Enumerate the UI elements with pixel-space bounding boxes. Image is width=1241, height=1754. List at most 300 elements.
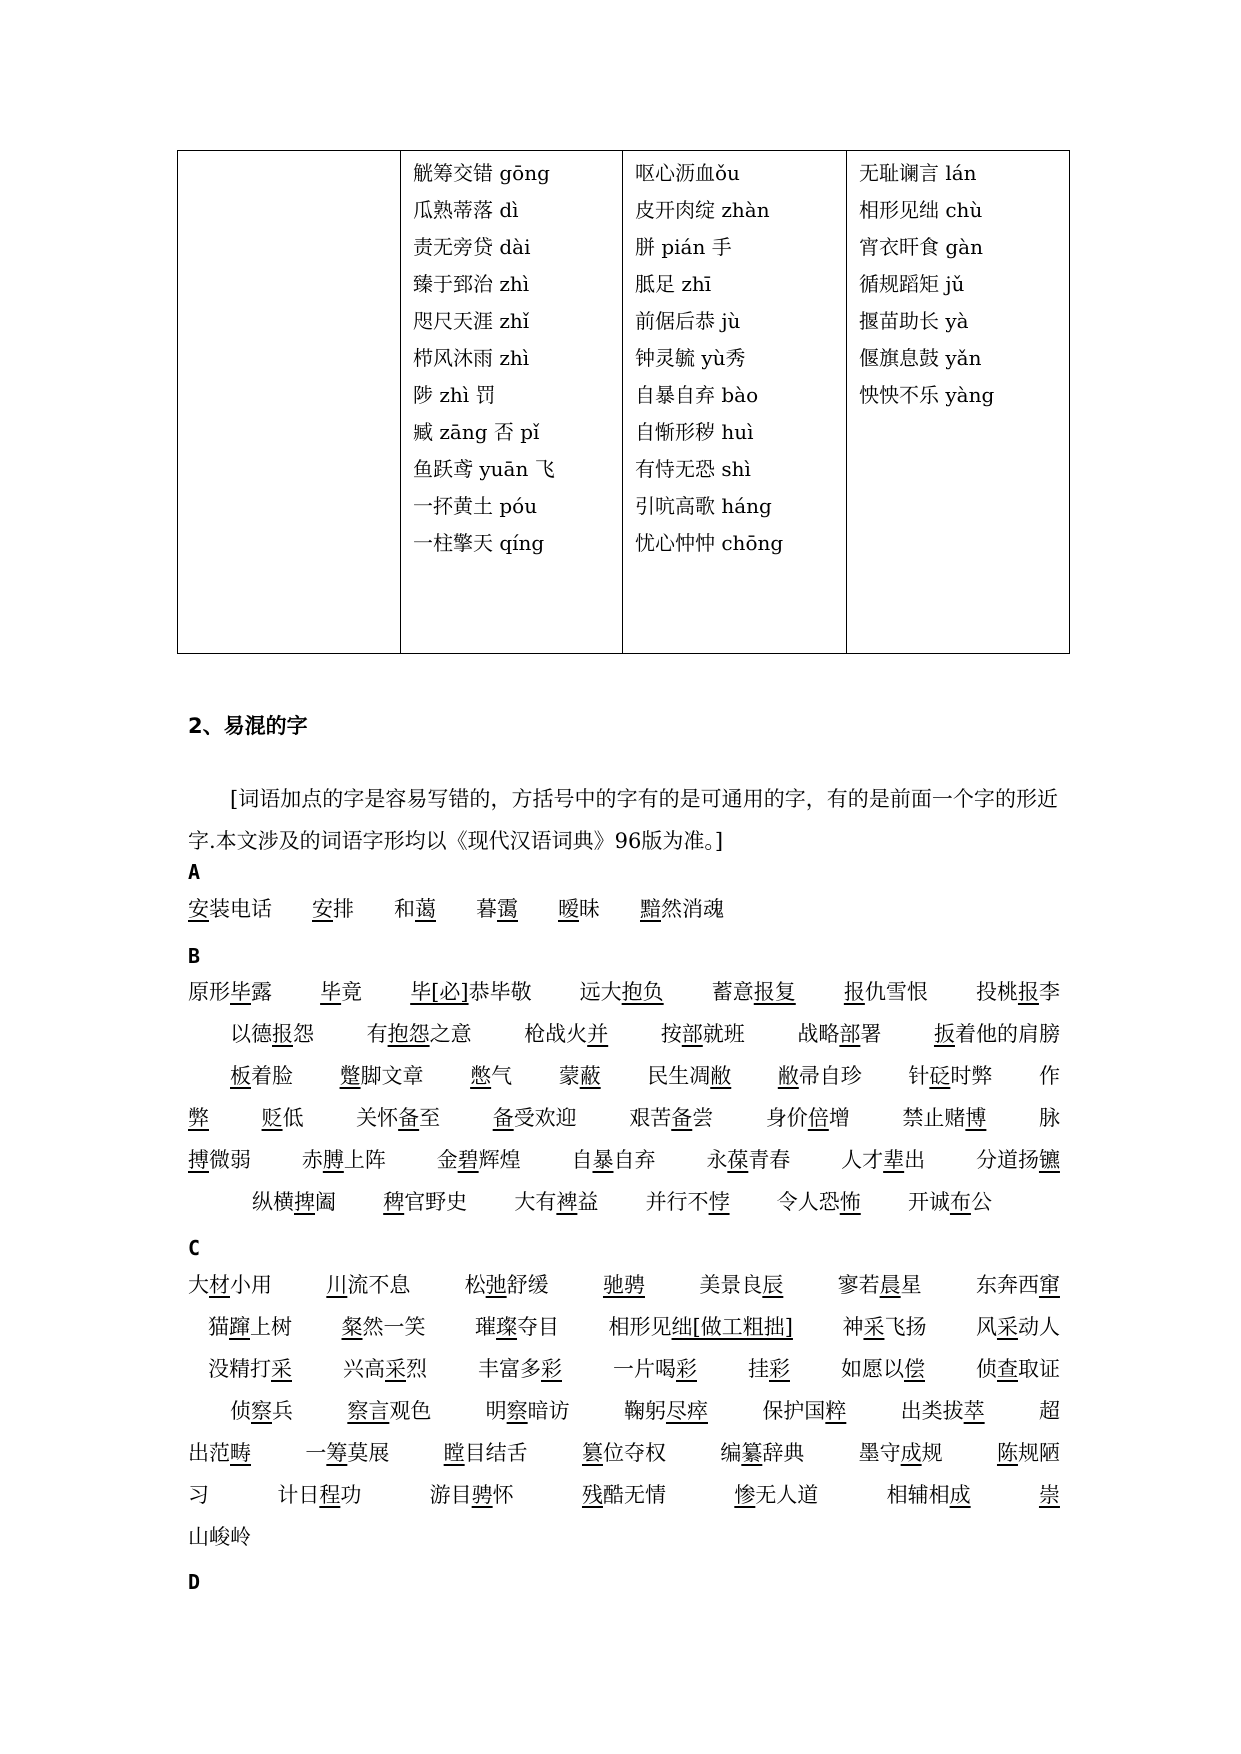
word-part: 昧 [579,897,600,921]
underlined-character: 部 [681,1022,703,1046]
group-letter-d: D [188,1570,201,1594]
word-part: 战略 [797,1022,840,1046]
underlined-character: 黯 [640,897,661,921]
word-entry [1039,1104,1060,1132]
underlined-character: 并 [587,1022,609,1046]
word-part: 青春 [748,1148,791,1172]
underlined-character: 敝 [777,1064,799,1088]
word-part: 上树 [250,1315,292,1339]
word-entry [1039,1481,1060,1509]
word-part: 位夺权 [602,1441,666,1465]
word-part: 增 [828,1106,850,1130]
group-letter-c: C [188,1236,201,1260]
word-part: 星 [900,1273,922,1297]
section-heading: 2、易混的字 [188,714,308,738]
group-letter-a: A [188,860,201,884]
word-part: 身价 [765,1106,808,1130]
underlined-character: 镳 [1038,1148,1060,1172]
word-entry [901,1397,985,1425]
word-row [230,1062,1060,1090]
word-entry [976,1146,1060,1174]
word-row [188,1481,1060,1509]
word-part: 出 [904,1148,926,1172]
word-part: 上阵 [343,1148,386,1172]
word-part: 功 [340,1483,362,1507]
word-entry [582,1439,666,1467]
word-part: 舒缓 [506,1273,549,1297]
table-entry: 循规蹈矩 jǔ [859,272,965,296]
underlined-character: 成 [900,1441,922,1465]
word-entry [465,1271,549,1299]
underlined-character: 蔼 [415,897,436,921]
word-entry [514,1188,598,1216]
table-entry: 忧心忡忡 chōng [635,531,784,555]
word-row [188,978,1060,1006]
underlined-character: 毕 [230,980,251,1004]
table-entry: 一抔黄土 póu [413,494,538,518]
underlined-character: 暧 [558,897,579,921]
underlined-character: 驰骋 [602,1273,645,1297]
word-part: 李 [1038,980,1060,1004]
underlined-character: 晨 [879,1273,901,1297]
word-part: 莫展 [347,1441,390,1465]
table-entry: 胼 pián 手 [635,235,732,259]
underlined-character: 窜 [1038,1273,1060,1297]
word-entry [252,1188,336,1216]
underlined-character: 偿 [904,1357,925,1381]
word-part: 明 [485,1399,507,1423]
word-part: 枪战火 [524,1022,588,1046]
word-part: 然一笑 [362,1315,426,1339]
underlined-character: 采 [385,1357,406,1381]
word-entry [902,1104,986,1132]
word-part: 低 [282,1106,304,1130]
word-entry [1039,1397,1060,1425]
word-part: 山峻岭 [188,1525,251,1549]
word-part: 计日 [277,1483,320,1507]
word-entry [976,1355,1060,1383]
word-entry [342,1313,426,1341]
word-entry [777,1188,861,1216]
word-entry [475,1313,559,1341]
word-part: 以德 [230,1022,272,1046]
word-part: 猫 [208,1315,229,1339]
underlined-character: 篡 [581,1441,603,1465]
word-entry [188,1523,251,1551]
underlined-character: 备 [398,1106,420,1130]
word-part: 按 [660,1022,682,1046]
table-cell-column-3 [847,151,1071,653]
underlined-character: 彩 [769,1357,790,1381]
word-entry [188,978,272,1006]
underlined-character: 萃 [963,1399,985,1423]
word-part: 微弱 [209,1148,251,1172]
word-entry [208,1355,292,1383]
underlined-character: 察言 [347,1399,390,1423]
word-entry [706,1146,790,1174]
table-entry: 皮开肉绽 zhàn [635,198,770,222]
underlined-character: 敝 [710,1064,732,1088]
underlined-character: 川 [326,1273,348,1297]
underlined-character: 安 [188,897,209,921]
word-part: 动人 [1017,1315,1060,1339]
underlined-character: 璨 [496,1315,518,1339]
word-part: 怀 [492,1483,514,1507]
underlined-character: 纂 [741,1441,763,1465]
word-part: 官野史 [404,1190,468,1214]
underlined-character: 陈 [996,1441,1018,1465]
word-entry [976,978,1060,1006]
underlined-character: 辈 [883,1148,905,1172]
word-part: 赤 [301,1148,323,1172]
underlined-character: 畴 [230,1441,251,1465]
underlined-character: 霭 [497,897,518,921]
underlined-character: 骋 [471,1483,493,1507]
word-entry [844,978,928,1006]
word-part: 着脸 [251,1064,293,1088]
word-part: 游目 [429,1483,472,1507]
word-part: 流不息 [347,1273,411,1297]
word-part: 鞠躬 [623,1399,666,1423]
word-part: 金 [436,1148,458,1172]
word-entry [326,1271,410,1299]
underlined-character: 彩 [676,1357,697,1381]
word-part: 自 [571,1148,593,1172]
underlined-character: 抱负 [621,980,664,1004]
table-entry: 无耻谰言 lán [859,161,977,185]
underlined-character: 博 [965,1106,987,1130]
table-entry: 陟 zhì 罚 [413,383,496,407]
word-entry [629,1104,713,1132]
word-entry [841,1146,925,1174]
word-row [230,1020,1060,1048]
word-part: 民生凋 [647,1064,711,1088]
word-entry [613,1355,697,1383]
word-entry [340,1062,424,1090]
word-entry [320,978,362,1006]
word-part: 艰苦 [629,1106,672,1130]
underlined-character: 成 [949,1483,971,1507]
word-entry [493,1104,577,1132]
word-entry [661,1020,745,1048]
word-entry [766,1104,850,1132]
underlined-character: 采 [271,1357,292,1381]
word-entry [394,895,436,923]
word-entry [470,1062,512,1090]
word-part: 禁止赌 [902,1106,966,1130]
underlined-character: 布 [949,1190,971,1214]
word-entry [841,1355,925,1383]
word-entry [720,1439,804,1467]
word-entry [859,1439,943,1467]
table-entry: 偃旗息鼓 yǎn [859,346,982,370]
word-entry [609,1313,793,1341]
underlined-character: 蔽 [579,1064,601,1088]
word-entry [558,895,600,923]
word-entry [624,1397,708,1425]
word-entry [188,1104,209,1132]
word-part: 蒙 [558,1064,580,1088]
underlined-character: 报 [843,980,865,1004]
word-part: 受欢迎 [513,1106,577,1130]
underlined-character: 暴 [592,1148,614,1172]
underlined-character: 扳 [933,1022,955,1046]
word-part: 一片喝 [613,1357,676,1381]
word-entry [302,1146,386,1174]
word-part: 神 [842,1315,864,1339]
word-entry [778,1062,862,1090]
word-part: 着他的肩膀 [954,1022,1060,1046]
word-part: 竟 [341,980,363,1004]
underlined-character: 瞠 [443,1441,465,1465]
underlined-character: 报 [1017,980,1039,1004]
underlined-character: 备 [671,1106,693,1130]
underlined-character: 蹿 [229,1315,250,1339]
word-entry [208,1313,292,1341]
underlined-character: 膊 [322,1148,344,1172]
word-part: 署 [860,1022,882,1046]
word-part: 飞扬 [884,1315,927,1339]
underlined-character: 程 [319,1483,341,1507]
word-entry [188,895,272,923]
word-entry [887,1481,971,1509]
word-row [188,1523,1060,1551]
underlined-character: 抱怨 [387,1022,430,1046]
word-entry [478,1355,562,1383]
word-part: 小用 [230,1273,272,1297]
table-entry: 相形见绌 chù [859,198,983,222]
word-part: 益 [577,1190,599,1214]
word-part: 相辅相 [886,1483,950,1507]
table-entry: 怏怏不乐 yàng [859,383,995,407]
word-part: 阖 [315,1190,336,1214]
word-part: 脉 [1038,1106,1060,1130]
word-entry [976,1271,1060,1299]
word-entry [312,895,354,923]
word-part: 开诚 [907,1190,950,1214]
underlined-character: 彩 [541,1357,562,1381]
underlined-character: 砭 [929,1064,951,1088]
word-part: 侦 [230,1399,251,1423]
word-entry [603,1271,645,1299]
word-entry [908,1188,992,1216]
word-part: 露 [251,980,272,1004]
table-cell-column-2 [623,151,847,653]
underlined-character: 安 [312,897,333,921]
underlined-character: 倍 [807,1106,829,1130]
word-part: 之意 [429,1022,472,1046]
table-entry: 自暴自弃 bào [635,383,759,407]
word-entry [908,1062,992,1090]
underlined-character: 弛 [485,1273,507,1297]
word-part: 夺目 [517,1315,560,1339]
word-part: 时弊 [950,1064,993,1088]
word-row [208,1355,1060,1383]
word-part: 关怀 [356,1106,399,1130]
word-entry [712,978,796,1006]
word-entry [976,1313,1060,1341]
word-entry [430,1481,514,1509]
table-entry: 宵衣旰食 gàn [859,235,983,259]
table-entry: 前倨后恭 jù [635,309,741,333]
word-part: 原形 [188,980,230,1004]
word-part: 没精打 [208,1357,271,1381]
word-part: 大有 [514,1190,557,1214]
underlined-character: 辰 [762,1273,784,1297]
underlined-character: 粹 [825,1399,847,1423]
word-part: 寥若 [837,1273,880,1297]
underlined-character: 报 [272,1022,293,1046]
table-entry: 栉风沐雨 zhì [413,346,530,370]
word-entry [838,1271,922,1299]
table-entry: 觥筹交错 gōng [413,161,550,185]
word-part: 风 [975,1315,997,1339]
underlined-character: 裨 [556,1190,578,1214]
word-part: 编 [720,1441,742,1465]
word-part: 大 [188,1273,209,1297]
word-part: 观色 [389,1399,432,1423]
underlined-character: 残 [581,1483,603,1507]
word-part: 璀 [475,1315,497,1339]
underlined-character: 材 [209,1273,230,1297]
word-part: 出范 [188,1441,230,1465]
word-part: 如愿以 [841,1357,904,1381]
word-part: 相形见 [608,1315,672,1339]
word-part: 美景良 [699,1273,763,1297]
word-row [188,1439,1060,1467]
underlined-character: 捭 [294,1190,315,1214]
underlined-character: 绌[做工粗拙] [671,1315,793,1339]
underlined-character: 采 [863,1315,885,1339]
word-entry [571,1146,655,1174]
word-entry [188,1481,209,1509]
word-entry [997,1439,1060,1467]
table-entry: 有恃无恐 shì [635,457,751,481]
word-entry [748,1355,790,1383]
word-row [208,1313,1060,1341]
word-entry [230,1397,293,1425]
word-part: 针 [908,1064,930,1088]
vocabulary-table [177,150,1070,654]
word-entry [410,978,531,1006]
word-part: 有 [366,1022,388,1046]
underlined-character: 筹 [326,1441,348,1465]
underlined-character: 搏 [188,1148,209,1172]
word-part: 令人恐 [776,1190,840,1214]
word-part: 怨 [293,1022,314,1046]
word-part: 公 [970,1190,992,1214]
table-entry: 揠苗助长 yà [859,309,969,333]
word-part: 辞典 [762,1441,805,1465]
word-entry [486,1397,570,1425]
table-entry: 臧 zāng 否 pǐ [413,420,540,444]
word-part: 和 [394,897,415,921]
word-row [188,1104,1060,1132]
underlined-character: 尽瘁 [665,1399,708,1423]
underlined-character: 憋 [470,1064,492,1088]
word-part: 东奔西 [975,1273,1039,1297]
table-entry: 臻于郅治 zhì [413,272,530,296]
word-entry [647,1062,731,1090]
underlined-character: 察 [251,1399,272,1423]
underlined-character: 贬 [261,1106,283,1130]
underlined-character: 碧 [457,1148,479,1172]
word-part: 纵横 [252,1190,294,1214]
word-part: 习 [188,1483,209,1507]
word-part: 挂 [748,1357,769,1381]
word-part: 墨守 [858,1441,901,1465]
word-part: 丰富多 [478,1357,541,1381]
table-entry: 钟灵毓 yù秀 [635,346,746,370]
word-part: 出类拔 [900,1399,964,1423]
word-entry [343,1355,427,1383]
word-part: 松 [464,1273,486,1297]
table-cell-column-1 [401,151,623,653]
word-part: 无人道 [755,1483,819,1507]
word-entry [437,1146,521,1174]
word-part: 装电话 [209,897,272,921]
underlined-character: 查 [997,1357,1018,1381]
underlined-character: 稗 [383,1190,405,1214]
word-entry [580,978,664,1006]
word-part: 暮 [476,897,497,921]
word-entry [842,1313,926,1341]
underlined-character: 弊 [188,1106,209,1130]
word-entry [934,1020,1060,1048]
word-part: 然消魂 [661,897,724,921]
word-part: 烈 [406,1357,427,1381]
word-part: 仇雪恨 [864,980,928,1004]
word-part: 酷无情 [602,1483,666,1507]
underlined-character: 蹩 [339,1064,361,1088]
word-entry [524,1020,608,1048]
word-part: 分道扬 [975,1148,1039,1172]
word-entry [356,1104,440,1132]
word-part: 保护国 [762,1399,826,1423]
word-part: 辉煌 [478,1148,521,1172]
word-part: 投桃 [975,980,1018,1004]
word-part: 远大 [579,980,622,1004]
table-entry: 引吭高歌 háng [635,494,772,518]
table-entry: 咫尺天涯 zhǐ [413,309,530,333]
underlined-character: 察 [506,1399,528,1423]
word-entry [367,1020,472,1048]
underlined-character: 悖 [708,1190,730,1214]
word-entry [230,1062,293,1090]
word-part: 一 [305,1441,327,1465]
word-entry [444,1439,528,1467]
word-part: 永 [706,1148,728,1172]
word-entry [640,895,724,923]
underlined-character: 怖 [839,1190,861,1214]
word-entry [188,1439,251,1467]
word-part: 至 [419,1106,441,1130]
word-part: 暗访 [527,1399,570,1423]
word-part: 就班 [702,1022,745,1046]
word-part: 自弃 [613,1148,656,1172]
word-part: 并行不 [645,1190,709,1214]
word-entry [699,1271,783,1299]
table-entry: 责无旁贷 dài [413,235,531,259]
underlined-character: 毕[必] [410,980,469,1004]
underlined-character: 粲 [341,1315,363,1339]
word-entry [383,1188,467,1216]
word-entry [797,1020,881,1048]
word-part: 恭毕敬 [468,980,532,1004]
word-row [230,1397,1060,1425]
word-entry [277,1481,361,1509]
word-entry [734,1481,818,1509]
